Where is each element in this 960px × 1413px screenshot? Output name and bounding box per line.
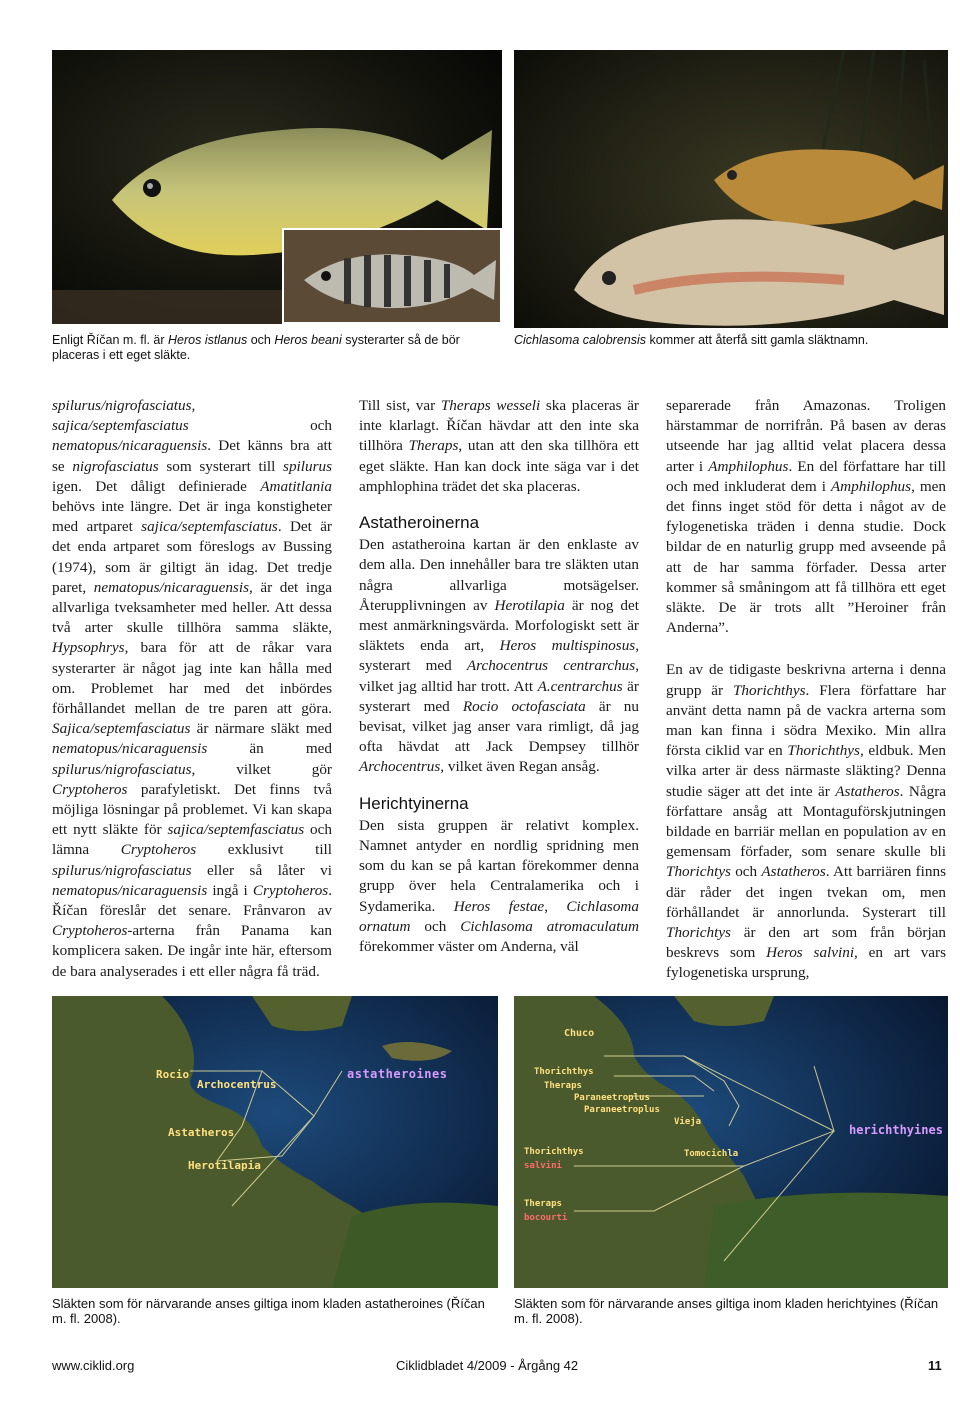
paragraph: En av de tidigaste beskrivna arterna i denna grupp är Thorichthys. Flera författare har använt detta namn på de vackra arterna som man kan finna i södra Mexiko. Min allra första ciklid var en Thorichthys, eldbuk. Men vilka arter är dess närmaste släkting? Denna studie säger att det inte är Astatheros. Några författare ansåg att Montaguförskjutningen bildade en barriär mellan en population av en gemensam förfader, som senare skulle bli Thorichtys och Astatheros. Att barriären finns där råder det ingen tvekan om, men förhållandet är annorlunda. Systerart till Thorichtys är den art som från början beskrevs som Heros salvini, en art vars fylogenetiska ursprung, [666, 661, 947, 982]
map-label-thorichthys: Thorichthys [534, 1067, 594, 1077]
map-label-theraps-2: Theraps [524, 1199, 562, 1209]
photo-cichlasoma-calobrensis [514, 50, 948, 328]
map-caption-left: Släkten som för närvarande anses giltiga inom kladen astatheroines (Říčan m. fl. 2008). [52, 1296, 485, 1326]
satellite-map-right [514, 996, 948, 1288]
text-column-3 [666, 396, 946, 994]
photo-caption-right: Cichlasoma calobrensis kommer att återfå sitt gamla släktnamn. [514, 333, 869, 347]
map-label-archocentrus: Archocentrus [197, 1078, 277, 1091]
paragraph: Den sista gruppen är relativt komplex. Namnet antyder en nordlig spridning men som du kan se på kartan förekommer denna grupp över hela Centralamerika och i Sydamerika. Heros festae, Cichlasoma ornatum och Cichlasoma atromaculatum förekommer väster om Anderna, väl [359, 816, 639, 956]
text-column-1 [52, 396, 332, 992]
map-label-astatheroines: astatheroines [347, 1067, 448, 1081]
map-label-bocourti: bocourti [524, 1213, 568, 1223]
paragraph: spilurus/nigrofasciatus, sajica/septemfasciatus och nematopus/nicaraguensis. Det känns bra att se nigrofasciatus som systerart till spilurus igen. Det dåligt definierade Amatitlania behövs inte längre. Det är inga konstigheter med artparet sajica/septemfasciatus. Det är det enda artparet som föreslogs av Bussing (1974), som är giltigt än idag. Det tredje paret, nematopus/nicaraguensis, är det inga allvarliga tveksamheter med heller. Att dessa två arter skulle tillhöra samma släkte, Hypsophrys, bara för att de råkar vara systerarter är något jag inte kan hålla med om. Problemet har med det inbördes förhållandet mellan de tre paren att göra. Sajica/septemfasciatus är närmare släkt med nematopus/nicaraguensis än med spilurus/nigrofasciatus, vilket gör Cryptoheros parafyletiskt. Det finns två möjliga lösningar på problemet. Vi kan skapa ett nytt släkte för sajica/septemfasciatus och lämna Cryptoheros exklusivt till spilurus/nigrofasciatus eller så låter vi nematopus/nicaraguensis ingå i Cryptoheros. Říčan föreslår det senare. Frånvaron av Cryptoheros-arterna från Panama kan komplicera saken. De ingår inte här, eftersom de bara analyserades i ett eller några få träd. [52, 397, 332, 980]
inset-photo-heros-beani [282, 228, 502, 324]
map-label-tomocichla: Tomocichla [684, 1149, 739, 1159]
map-label-rocio: Rocio [156, 1068, 190, 1081]
fish-photo-inset [284, 230, 500, 322]
section-heading-astatheroinerna: Astatheroinerna [359, 513, 480, 533]
paragraph: Den astatheroina kartan är den enklaste av dem alla. Den innehåller bara tre släkten utan några allvarliga motsägelser. Återupplivningen av Herotilapia är nog det mest anmärkningsvärda. Morfologiskt sett är släktets enda art, Heros multispinosus, systerart med Archocentrus centrarchus, vilket jag alltid har trott. Att A.centrarchus är systerart med Rocio octofasciata är nu bevisat, vilket jag anser vara rimligt, då jag ofta hävdat att Jack Dempsey tillhör Archocentrus, vilket även Regan ansåg. [359, 536, 639, 776]
map-astatheroines [52, 996, 498, 1288]
map-label-theraps: Theraps [544, 1081, 582, 1091]
footer-page-number: 11 [928, 1358, 942, 1373]
text-column-2 [359, 396, 639, 967]
footer-website[interactable]: www.ciklid.org [52, 1358, 135, 1373]
map-label-chuco: Chuco [564, 1028, 595, 1039]
paragraph: Till sist, var Theraps wesseli ska placeras är inte klarlagt. Říčan hävdar att den inte ska tillhöra Theraps, utan att den ska tillhöra ett eget släkte. Han kan dock inte säga var i det amphlophina trädet det ska placeras. [359, 397, 639, 495]
map-caption-right: Släkten som för närvarande anses giltiga inom kladen herichtyines (Říčan m. fl. 2008). [514, 1296, 939, 1326]
map-label-paraneetroplus: Paraneetroplus [574, 1093, 650, 1103]
footer-magazine: Ciklidbladet 4/2009 - Årgång 42 [396, 1358, 579, 1373]
map-label-astatheros: Astatheros [168, 1126, 235, 1139]
map-label-thorichthys-2: Thorichthys [524, 1147, 584, 1157]
section-heading-herichtyinerna: Herichtyinerna [359, 793, 469, 813]
map-label-paraneetroplus-2: Paraneetroplus [584, 1105, 660, 1115]
paragraph: separerade från Amazonas. Troligen härstammar de norrifrån. På basen av deras utseende har jag alltid velat placera dessa arter i Amphilophus. En del författare har till och med inkluderat dem i Amphilophus, men det finns inget stöd för detta i något av de fylogenetiska träden i denna studie. Dock bildar de en naturlig grupp med avseende på att de har samma förfader. Dessa arter kommer så småningom att få tillhöra ett eget släkte. De är trots allt ”Heroiner från Anderna”. [666, 397, 946, 637]
map-label-vieja: Vieja [674, 1117, 702, 1127]
photo-heros-istlanus [52, 50, 502, 324]
satellite-map-left [52, 996, 498, 1288]
map-label-salvini: salvini [524, 1161, 562, 1171]
fish-photo-right [514, 50, 948, 328]
photo-caption-left: Enligt Říčan m. fl. är Heros istlanus och Heros beani systerarter så de bör placeras i ett eget släkte. [52, 333, 460, 362]
map-herichthyines [514, 996, 948, 1288]
map-label-herotilapia: Herotilapia [188, 1159, 261, 1172]
map-label-herichthyines: herichthyines [849, 1123, 943, 1137]
